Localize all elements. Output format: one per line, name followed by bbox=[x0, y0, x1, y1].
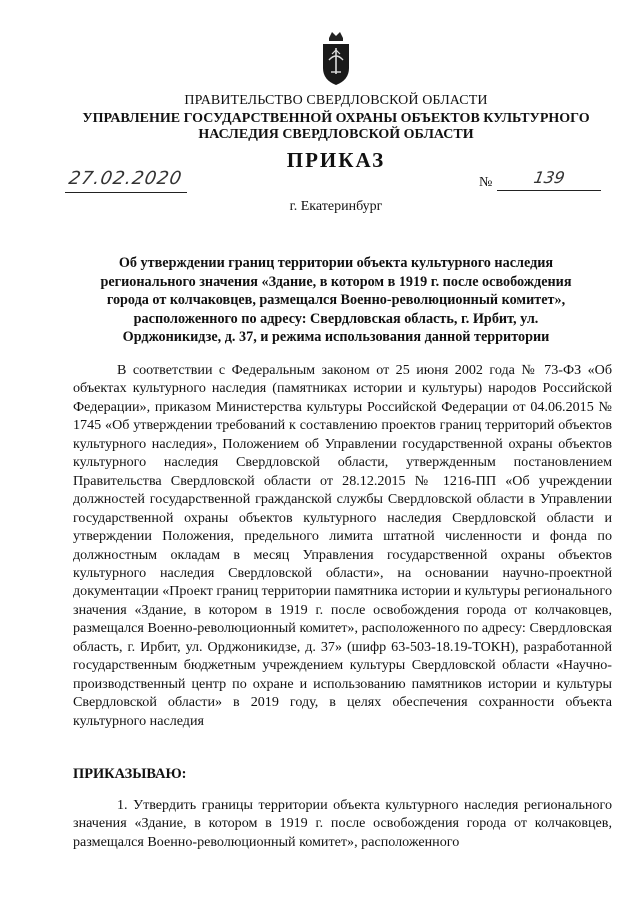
city: г. Екатеринбург bbox=[289, 199, 383, 214]
document-date: 27.02.2020 bbox=[67, 168, 185, 189]
document-number: 139 bbox=[532, 168, 566, 187]
document-subject: Об утверждении границ территории объекта культурного наследия регионального значения «Здание, в котором в 1919 г. после освобождения города от колчаковцев, размещался Военно-революционный комитет», расположенного по адресу: Свердловская область, г. Ирбит, ул. Орджоникидзе, д. 37, и режима использования данной территории bbox=[100, 255, 572, 346]
document-title: ПРИКАЗ bbox=[286, 148, 386, 172]
department-name: УПРАВЛЕНИЕ ГОСУДАРСТВЕННОЙ ОХРАНЫ ОБЪЕКТОВ КУЛЬТУРНОГО НАСЛЕДИЯ СВЕРДЛОВСКОЙ ОБЛАСТИ bbox=[82, 111, 590, 142]
document-number-field bbox=[497, 168, 601, 191]
preamble-paragraph: В соответствии с Федеральным законом от 25 июня 2002 года № 73-ФЗ «Об объектах культурного наследия (памятниках истории и культуры) народов Российской Федерации», приказом Министерства культуры Российской Федерации от 04.06.2015 № 1745 «Об утверждении требований к составлению проектов границ территорий объектов культурного наследия», Положением об Управлении государственной охраны объектов культурного наследия Свердловской области, утвержденным постановлением Правительства Свердловской области от 28.12.2015 № 1216-ПП «Об учреждении должностей государственной гражданской службы Свердловской области в Управлении государственной охраны объектов культурного наследия Свердловской области и утверждении Положения, предельного лимита штатной численности и фонда по должностным окладам в месяц Управления государственной охраны объектов культурного наследия Свердловской области», на основании научно-проектной документации «Проект границ территории памятника истории и культуры регионального значения «Здание, в котором в 1919 г. после освобождения города от колчаковцев, размещался Военно-революционный комитет», расположенного по адресу: Свердловская область, г. Ирбит, ул. Орджоникидзе, д. 37» (шифр 63-503-18.19-ТОКН), разработанной государственным бюджетным учреждением культуры Свердловской области «Научно-производственный центр по охране и использованию памятников истории и культуры Свердловской области» в 2019 году, в целях обеспечения сохранности объекта культурного наследия bbox=[73, 362, 612, 729]
order-heading: ПРИКАЗЫВАЮ: bbox=[73, 766, 187, 782]
order-item-1: 1. Утвердить границы территории объекта культурного наследия регионального значения «Здание, в котором в 1919 г. после освобождения города от колчаковцев, размещался Военно-революционный комитет», расположенного bbox=[73, 797, 612, 850]
government-name: ПРАВИТЕЛЬСТВО СВЕРДЛОВСКОЙ ОБЛАСТИ bbox=[184, 93, 488, 108]
sverdlovsk-coat-of-arms-icon bbox=[319, 30, 353, 86]
document-date-field bbox=[65, 168, 187, 193]
number-label: № bbox=[479, 175, 493, 190]
